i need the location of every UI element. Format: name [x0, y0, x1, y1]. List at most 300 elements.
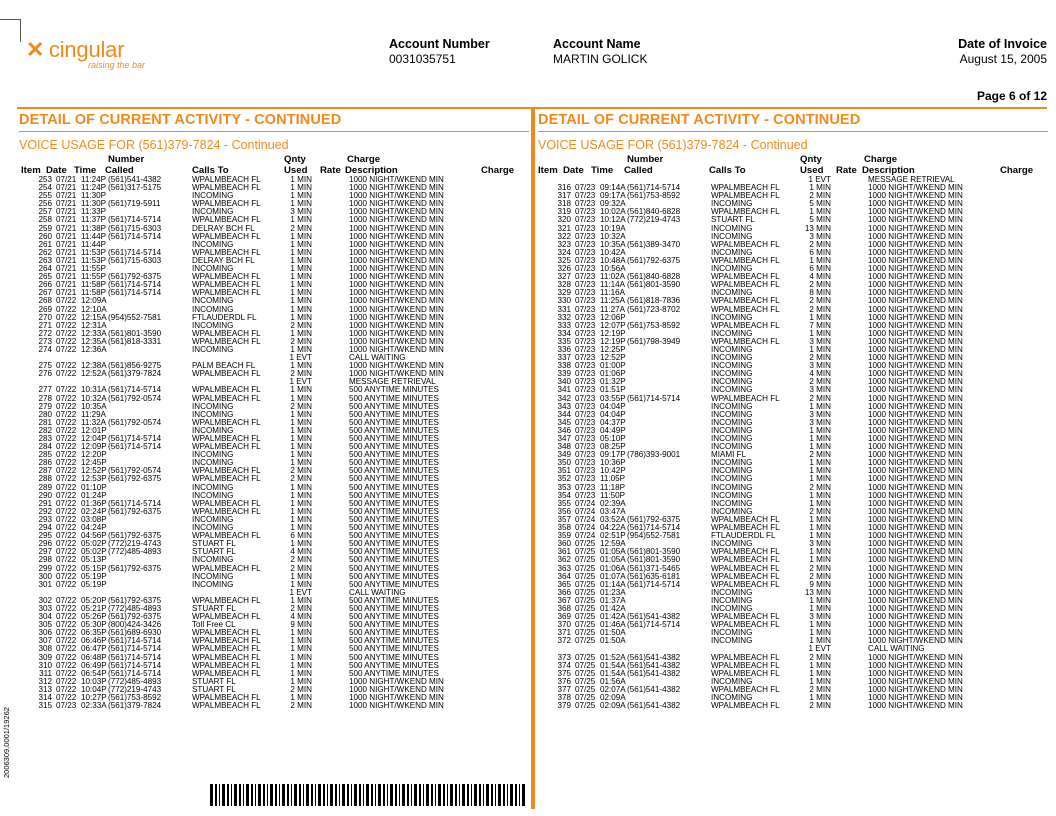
item-number: 372	[557, 636, 571, 646]
call-date: 07/24	[575, 514, 596, 524]
quantity-used: 1 MIN	[290, 571, 312, 581]
call-time: 11:58P	[81, 280, 107, 290]
item-number: 364	[557, 571, 571, 581]
quantity-used: 1 MIN	[809, 183, 831, 193]
quantity-used: 1 MIN	[290, 628, 312, 638]
quantity-used: 1 MIN	[809, 676, 831, 686]
calls-to: INCOMING	[192, 207, 234, 217]
call-time: 03:55P	[600, 393, 626, 403]
table-row	[538, 702, 1048, 710]
item-number: 319	[557, 207, 571, 217]
calls-to: INCOMING	[711, 458, 753, 468]
call-date: 07/23	[575, 320, 596, 330]
quantity-used: 1 MIN	[809, 312, 831, 322]
item-number: 288	[38, 474, 52, 484]
quantity-used: 1 MIN	[290, 660, 312, 670]
calls-to: INCOMING	[192, 490, 234, 500]
item-number: 308	[38, 644, 52, 654]
call-date: 07/22	[56, 296, 77, 306]
calls-to: STUART FL	[192, 684, 236, 694]
quantity-used: 1 MIN	[290, 239, 312, 249]
calls-to: FTLAUDERDL FL	[711, 531, 776, 541]
quantity-used: 2 MIN	[290, 684, 312, 694]
col-charge-top-label: Charge	[347, 154, 381, 165]
table-row	[19, 370, 529, 378]
call-time: 12:06P	[600, 312, 626, 322]
col-used-label: Used	[800, 165, 824, 176]
item-number: 370	[557, 620, 571, 630]
call-time: 11:55P	[81, 272, 107, 282]
call-time: 05:19P	[81, 579, 107, 589]
barcode-bar	[339, 784, 340, 806]
table-row	[19, 581, 529, 589]
rate-description: 1000 NIGHT/WKEND MIN	[349, 684, 444, 694]
call-time: 03:52A	[600, 514, 626, 524]
item-number: 255	[38, 191, 52, 201]
call-date: 07/23	[575, 482, 596, 492]
calls-to: INCOMING	[711, 288, 753, 298]
quantity-used: 8 MIN	[809, 288, 831, 298]
item-number: 269	[38, 304, 52, 314]
item-number: 253	[38, 175, 52, 184]
call-time: 01:54A	[600, 668, 626, 678]
rate-description: 1000 NIGHT/WKEND MIN	[349, 264, 444, 274]
rate-description: 1000 NIGHT/WKEND MIN	[868, 336, 963, 346]
barcode-bar	[291, 784, 292, 806]
call-time: 12:35A	[81, 336, 107, 346]
call-time: 12:36A	[81, 344, 107, 354]
item-number: 291	[38, 498, 52, 508]
item-number: 295	[38, 531, 52, 541]
quantity-used: 1 MIN	[809, 514, 831, 524]
item-number: 275	[38, 361, 52, 371]
rate-description: 1000 NIGHT/WKEND MIN	[868, 612, 963, 622]
calls-to: INCOMING	[711, 587, 753, 597]
rate-description: 1000 NIGHT/WKEND MIN	[349, 239, 444, 249]
barcode-bar	[303, 784, 304, 806]
calls-to: INCOMING	[711, 482, 753, 492]
barcode-bar	[282, 784, 285, 806]
col-charge-label: Charge	[1000, 165, 1034, 176]
quantity-used: 1 MIN	[290, 296, 312, 306]
barcode-bar	[471, 784, 472, 806]
calls-to: WPALMBEACH FL	[711, 668, 780, 678]
quantity-used: 1 MIN	[290, 482, 312, 492]
call-time: 11:05P	[600, 474, 626, 484]
barcode-bar	[215, 784, 217, 806]
calls-to: INCOMING	[192, 482, 234, 492]
rate-description: 1000 NIGHT/WKEND MIN	[868, 458, 963, 468]
quantity-used: 1 MIN	[290, 361, 312, 371]
rate-description: 1000 NIGHT/WKEND MIN	[868, 571, 963, 581]
call-date: 07/24	[575, 498, 596, 508]
call-time: 01:32P	[600, 377, 626, 387]
right-column	[538, 109, 1048, 710]
called-number: (561)753-8592	[627, 320, 681, 330]
call-time: 04:24P	[81, 523, 107, 533]
call-time: 10:03P	[81, 676, 107, 686]
call-time: 01:06P	[600, 369, 626, 379]
call-date: 07/22	[56, 401, 77, 411]
item-number: 263	[38, 255, 52, 265]
barcode-bar	[426, 784, 429, 806]
rate-description: 1000 NIGHT/WKEND MIN	[868, 401, 963, 411]
quantity-used: 3 MIN	[290, 207, 312, 217]
called-number: (561)541-4382	[108, 175, 162, 184]
called-number: (561)541-4382	[627, 668, 681, 678]
col-description-label: Description	[345, 165, 398, 176]
barcode-bar	[227, 784, 229, 806]
call-time: 06:35P	[81, 628, 107, 638]
call-date: 07/22	[56, 676, 77, 686]
call-date: 07/22	[56, 555, 77, 565]
call-time: 10:32A	[600, 231, 626, 241]
called-number: (772)485-4893	[108, 547, 162, 557]
quantity-used: 2 MIN	[809, 280, 831, 290]
quantity-used: 1 MIN	[290, 676, 312, 686]
col-date-label: Date	[563, 165, 584, 176]
item-number: 254	[38, 183, 52, 193]
called-number: (561)714-5714	[627, 393, 681, 403]
account-number-block	[389, 37, 490, 67]
calls-to: WPALMBEACH FL	[192, 215, 261, 225]
call-time: 04:04P	[600, 401, 626, 411]
logo-wordmark: cingular	[48, 37, 125, 62]
quantity-used: 1 MIN	[809, 434, 831, 443]
item-number: 305	[38, 620, 52, 630]
left-column	[19, 109, 529, 710]
call-date: 07/22	[56, 514, 77, 524]
barcode-bar	[351, 784, 352, 806]
calls-to: INCOMING	[192, 579, 234, 589]
calls-to: WPALMBEACH FL	[192, 595, 261, 605]
call-time: 05:10P	[600, 434, 626, 443]
rate-description: 1000 NIGHT/WKEND MIN	[868, 239, 963, 249]
call-date: 07/25	[575, 563, 596, 573]
call-date: 07/23	[575, 409, 596, 419]
call-date: 07/25	[575, 620, 596, 630]
called-number: (561)541-4382	[627, 612, 681, 622]
barcode-bar	[315, 784, 316, 806]
call-date: 07/22	[56, 312, 77, 322]
barcode-bar	[459, 784, 460, 806]
quantity-used: 1 MIN	[290, 231, 312, 241]
called-number: (561)379-7824	[108, 701, 162, 711]
barcode-bar	[279, 784, 280, 806]
item-number: 300	[38, 571, 52, 581]
calls-to: WPALMBEACH FL	[192, 199, 261, 209]
barcode-bar	[363, 784, 364, 806]
call-date: 07/22	[56, 693, 77, 702]
call-time: 01:14A	[600, 579, 626, 589]
rate-description: 500 ANYTIME MINUTES	[349, 425, 439, 435]
rate-description: 1000 NIGHT/WKEND MIN	[868, 361, 963, 371]
rate-description: CALL WAITING	[868, 644, 925, 654]
call-time: 02:07A	[600, 684, 626, 694]
item-number: 310	[38, 660, 52, 670]
table-row	[538, 637, 1048, 645]
rate-description: 500 ANYTIME MINUTES	[349, 636, 439, 646]
item-number: 323	[557, 239, 571, 249]
calls-to: WPALMBEACH FL	[711, 320, 780, 330]
called-number: (561)689-6930	[108, 628, 162, 638]
call-time: 12:52A	[81, 369, 107, 379]
rate-description: 1000 NIGHT/WKEND MIN	[868, 531, 963, 541]
quantity-used: 1 MIN	[809, 466, 831, 476]
call-date: 07/21	[56, 239, 77, 249]
item-number: 332	[557, 312, 571, 322]
rate-description: 500 ANYTIME MINUTES	[349, 409, 439, 419]
rate-description: 1000 NIGHT/WKEND MIN	[868, 547, 963, 557]
barcode-bar	[246, 784, 249, 806]
rate-description: 500 ANYTIME MINUTES	[349, 547, 439, 557]
rate-description: CALL WAITING	[349, 587, 406, 597]
item-number: 282	[38, 425, 52, 435]
calls-to: WPALMBEACH FL	[711, 255, 780, 265]
calls-to: WPALMBEACH FL	[192, 434, 261, 443]
call-time: 12:04P	[81, 434, 107, 443]
quantity-used: 1 MIN	[290, 450, 312, 460]
call-date: 07/23	[575, 361, 596, 371]
item-number: 266	[38, 280, 52, 290]
rate-description: 500 ANYTIME MINUTES	[349, 571, 439, 581]
call-time: 01:24P	[81, 490, 107, 500]
call-time: 05:21P	[81, 603, 107, 613]
col-called-label: Called	[105, 165, 134, 176]
rate-description: 500 ANYTIME MINUTES	[349, 668, 439, 678]
calls-to: INCOMING	[192, 555, 234, 565]
called-number: (772)219-4743	[108, 539, 162, 549]
called-number: (561)792-6375	[108, 595, 162, 605]
rate-description: 500 ANYTIME MINUTES	[349, 612, 439, 622]
barcode-bar	[491, 784, 493, 806]
quantity-used: 1 EVT	[289, 353, 312, 363]
item-number: 274	[38, 344, 52, 354]
item-number: 278	[38, 393, 52, 403]
calls-to: WPALMBEACH FL	[192, 628, 261, 638]
calls-to: WPALMBEACH FL	[192, 369, 261, 379]
call-time: 10:48A	[600, 255, 626, 265]
call-time: 11:14A	[600, 280, 626, 290]
item-number: 279	[38, 401, 52, 411]
quantity-used: 4 MIN	[809, 272, 831, 282]
item-number: 309	[38, 652, 52, 662]
account-name-value: MARTIN GOLICK	[553, 52, 648, 66]
call-date: 07/25	[575, 587, 596, 597]
rate-description: 1000 NIGHT/WKEND MIN	[349, 344, 444, 354]
rate-description: 500 ANYTIME MINUTES	[349, 490, 439, 500]
quantity-used: 1 MIN	[290, 498, 312, 508]
call-date: 07/22	[56, 612, 77, 622]
call-time: 12:10A	[81, 304, 107, 314]
item-number: 368	[557, 603, 571, 613]
item-number: 322	[557, 231, 571, 241]
call-time: 12:19P	[600, 336, 626, 346]
quantity-used: 1 MIN	[290, 636, 312, 646]
called-number: (561)792-0574	[108, 393, 162, 403]
calls-to: INCOMING	[711, 442, 753, 452]
quantity-used: 1 MIN	[290, 425, 312, 435]
called-number: (561)856-9275	[108, 361, 162, 371]
rate-description: 1000 NIGHT/WKEND MIN	[868, 434, 963, 443]
col-item-label: Item	[21, 165, 41, 176]
barcode-bar	[515, 784, 517, 806]
rate-description: 500 ANYTIME MINUTES	[349, 595, 439, 605]
called-number: (561)541-4382	[627, 652, 681, 662]
item-number: 294	[38, 523, 52, 533]
item-number: 356	[557, 506, 571, 516]
rate-description: 500 ANYTIME MINUTES	[349, 514, 439, 524]
rate-description: 1000 NIGHT/WKEND MIN	[349, 231, 444, 241]
calls-to: INCOMING	[711, 328, 753, 338]
item-number: 314	[38, 693, 52, 702]
called-number: (561)798-3949	[627, 336, 681, 346]
call-date: 07/22	[56, 409, 77, 419]
calls-to: WPALMBEACH FL	[192, 644, 261, 654]
quantity-used: 1 MIN	[290, 385, 312, 395]
called-number: (786)393-9001	[627, 450, 681, 460]
call-date: 07/21	[56, 223, 77, 233]
item-number: 262	[38, 247, 52, 257]
calls-to: STUART FL	[192, 603, 236, 613]
calls-to: PALM BEACH FL	[192, 361, 256, 371]
col-qnty-label: Qnty	[284, 154, 306, 165]
call-time: 10:04P	[81, 684, 107, 694]
rate-description: 1000 NIGHT/WKEND MIN	[349, 280, 444, 290]
quantity-used: 1 EVT	[289, 377, 312, 387]
rate-description: 500 ANYTIME MINUTES	[349, 563, 439, 573]
rate-description: 1000 NIGHT/WKEND MIN	[349, 215, 444, 225]
call-date: 07/25	[575, 571, 596, 581]
item-number: 299	[38, 563, 52, 573]
called-number: (561)714-5714	[108, 231, 162, 241]
quantity-used: 1 MIN	[290, 288, 312, 298]
calls-to: WPALMBEACH FL	[711, 280, 780, 290]
rate-description: 1000 NIGHT/WKEND MIN	[868, 207, 963, 217]
call-date: 07/22	[56, 417, 77, 427]
call-time: 11:29A	[81, 409, 107, 419]
item-number: 267	[38, 288, 52, 298]
call-date: 07/23	[56, 701, 77, 711]
rate-description: 500 ANYTIME MINUTES	[349, 579, 439, 589]
called-number: (772)219-4743	[108, 684, 162, 694]
quantity-used: 1 MIN	[809, 490, 831, 500]
rate-description: 1000 NIGHT/WKEND MIN	[868, 312, 963, 322]
quantity-used: 1 MIN	[290, 312, 312, 322]
call-date: 07/21	[56, 183, 77, 193]
call-time: 01:37A	[600, 595, 626, 605]
rate-description: 500 ANYTIME MINUTES	[349, 523, 439, 533]
call-time: 12:59A	[600, 539, 626, 549]
rate-description: 1000 NIGHT/WKEND MIN	[349, 255, 444, 265]
barcode-bar	[299, 784, 301, 806]
rate-description: 1000 NIGHT/WKEND MIN	[349, 312, 444, 322]
rate-description: 1000 NIGHT/WKEND MIN	[349, 369, 444, 379]
called-number: (561)714-5714	[108, 652, 162, 662]
called-number: (561)714-5714	[108, 385, 162, 395]
rate-description: 1000 NIGHT/WKEND MIN	[868, 620, 963, 630]
quantity-used: 1 MIN	[290, 199, 312, 209]
item-number: 331	[557, 304, 571, 314]
rate-description: 500 ANYTIME MINUTES	[349, 660, 439, 670]
rate-description: 1000 NIGHT/WKEND MIN	[868, 255, 963, 265]
call-date: 07/22	[56, 344, 77, 354]
barcode-bar	[407, 784, 409, 806]
called-number: (561)635-6181	[627, 571, 681, 581]
call-date: 07/25	[575, 636, 596, 646]
quantity-used: 1 MIN	[290, 191, 312, 201]
called-number: (561)541-4382	[627, 701, 681, 711]
called-number: (561)818-3331	[108, 336, 162, 346]
call-time: 01:05A	[600, 555, 626, 565]
barcode-bar	[483, 784, 484, 806]
rate-description: 1000 NIGHT/WKEND MIN	[868, 353, 963, 363]
called-number: (800)424-3426	[108, 620, 162, 630]
call-time: 09:32A	[600, 199, 626, 209]
call-time: 01:07A	[600, 571, 626, 581]
call-date: 07/23	[575, 312, 596, 322]
rate-description: 1000 NIGHT/WKEND MIN	[868, 514, 963, 524]
call-date: 07/22	[56, 328, 77, 338]
call-date: 07/23	[575, 207, 596, 217]
call-date: 07/23	[575, 264, 596, 274]
call-time: 12:20P	[81, 450, 107, 460]
call-date: 07/25	[575, 579, 596, 589]
item-number: 289	[38, 482, 52, 492]
item-number: 318	[557, 199, 571, 209]
rate-description: MESSAGE RETRIEVAL	[349, 377, 436, 387]
calls-to: WPALMBEACH FL	[711, 620, 780, 630]
item-number: 293	[38, 514, 52, 524]
call-date: 07/25	[575, 595, 596, 605]
item-number: 283	[38, 434, 52, 443]
calls-to: WPALMBEACH FL	[711, 272, 780, 282]
logo-tagline: raising the bar	[88, 60, 146, 70]
account-number-value: 0031035751	[389, 52, 456, 66]
calls-to: DELRAY BCH FL	[192, 255, 255, 265]
barcode-bar	[447, 784, 448, 806]
call-date: 07/22	[56, 336, 77, 346]
barcode-bar	[267, 784, 268, 806]
quantity-used: 1 MIN	[290, 328, 312, 338]
rate-description: 1000 NIGHT/WKEND MIN	[349, 701, 444, 711]
calls-to: INCOMING	[192, 523, 234, 533]
quantity-used: 4 MIN	[809, 369, 831, 379]
call-date: 07/22	[56, 320, 77, 330]
voice-usage-title: VOICE USAGE FOR (561)379-7824 - Continued	[538, 138, 808, 152]
item-number: 320	[557, 215, 571, 225]
call-date: 07/23	[575, 353, 596, 363]
right-rows	[538, 176, 1048, 710]
call-time: 11:33P	[81, 207, 107, 217]
item-number: 312	[38, 676, 52, 686]
call-date: 07/21	[56, 191, 77, 201]
quantity-used: 2 MIN	[809, 239, 831, 249]
calls-to: WPALMBEACH FL	[711, 571, 780, 581]
call-date: 07/21	[56, 288, 77, 298]
invoice-date-label: Date of Invoice	[958, 37, 1047, 51]
call-date: 07/22	[56, 434, 77, 443]
call-date: 07/23	[575, 231, 596, 241]
call-time: 04:04P	[600, 409, 626, 419]
called-number: (561)714-5714	[108, 215, 162, 225]
call-date: 07/25	[575, 603, 596, 613]
calls-to: WPALMBEACH FL	[192, 652, 261, 662]
call-time: 01:36P	[81, 498, 107, 508]
call-date: 07/23	[575, 369, 596, 379]
call-time: 02:39A	[600, 498, 626, 508]
col-calls-to-label: Calls To	[192, 165, 229, 176]
